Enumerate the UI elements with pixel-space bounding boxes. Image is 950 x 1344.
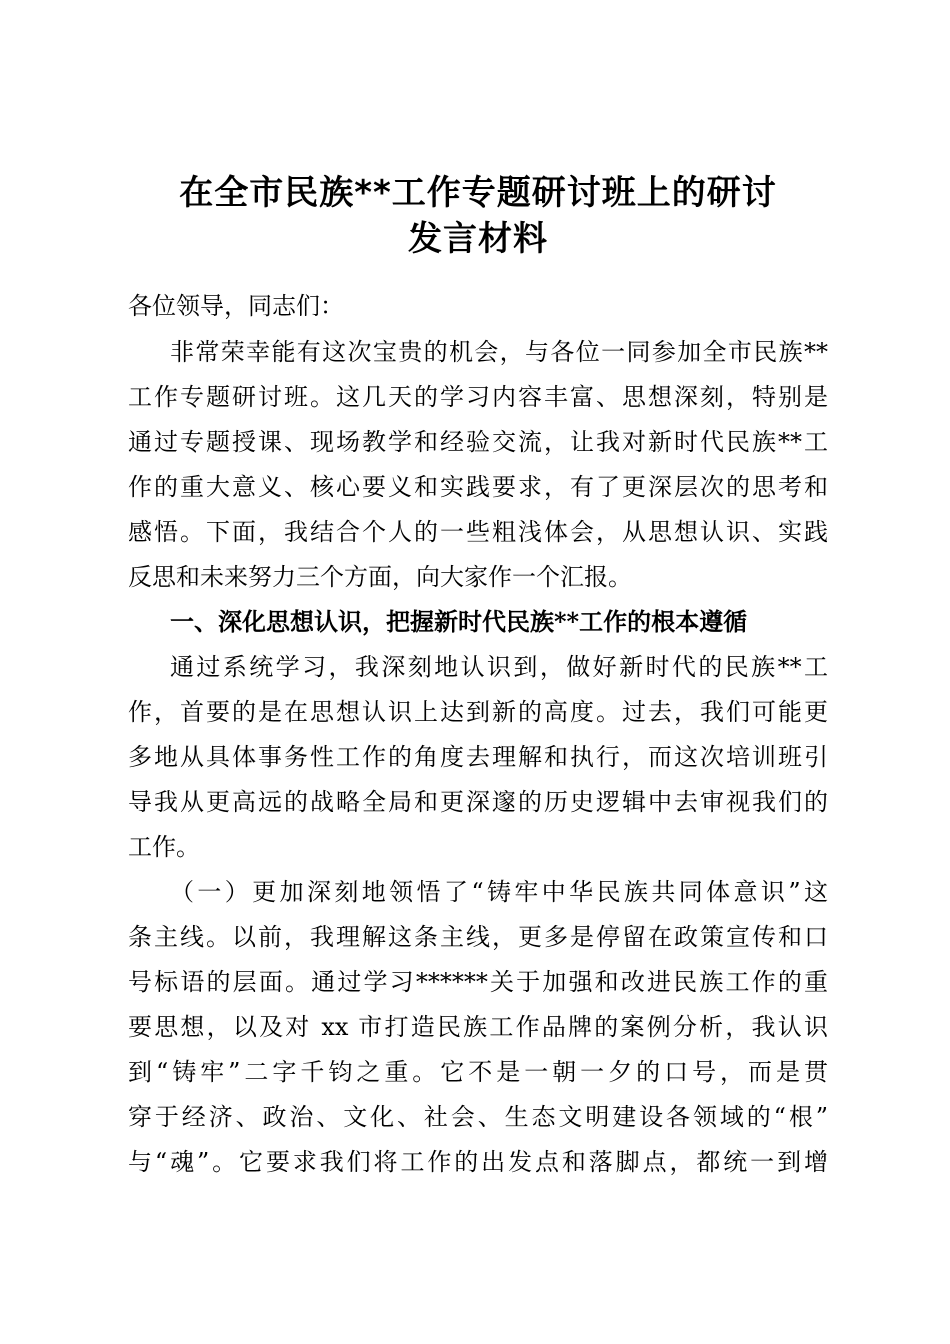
- body-line: 通过专题授课、现场教学和经验交流，让我对新时代民族**工: [128, 428, 828, 456]
- body-line: 作，首要的是在思想认识上达到新的高度。过去，我们可能更: [128, 698, 828, 726]
- body-line: 通过系统学习，我深刻地认识到，做好新时代的民族**工: [170, 653, 828, 681]
- body-line: 要思想，以及对 xx 市打造民族工作品牌的案例分析，我认识: [128, 1013, 828, 1041]
- body-line: （一）更加深刻地领悟了“铸牢中华民族共同体意识”这: [170, 878, 828, 906]
- body-line: 作的重大意义、核心要义和实践要求，有了更深层次的思考和: [128, 473, 828, 501]
- body-line: 到“铸牢”二字千钧之重。它不是一朝一夕的口号，而是贯: [128, 1058, 828, 1086]
- body-line: 导我从更高远的战略全局和更深邃的历史逻辑中去审视我们的: [128, 788, 828, 816]
- body-line: 工作。: [128, 833, 200, 861]
- body-line: 反思和未来努力三个方面，向大家作一个汇报。: [128, 563, 632, 591]
- body-line: 条主线。以前，我理解这条主线，更多是停留在政策宣传和口: [128, 923, 828, 951]
- body-line: 感悟。下面，我结合个人的一些粗浅体会，从思想认识、实践: [128, 518, 828, 546]
- body-line: 非常荣幸能有这次宝贵的机会，与各位一同参加全市民族**: [170, 338, 828, 366]
- body-line: 工作专题研讨班。这几天的学习内容丰富、思想深刻，特别是: [128, 383, 828, 411]
- body-line: 穿于经济、政治、文化、社会、生态文明建设各领域的“根”: [128, 1103, 828, 1131]
- body-line: 多地从具体事务性工作的角度去理解和执行，而这次培训班引: [128, 743, 828, 771]
- section-heading: 一、深化思想认识，把握新时代民族**工作的根本遵循: [170, 607, 748, 636]
- body-line: 与“魂”。它要求我们将工作的出发点和落脚点，都统一到增: [128, 1148, 828, 1176]
- document-title-line-2: 发言材料: [408, 219, 548, 259]
- salutation: 各位领导，同志们：: [128, 292, 344, 320]
- body-line: 号标语的层面。通过学习******关于加强和改进民族工作的重: [128, 968, 828, 996]
- document-title-line-1: 在全市民族**工作专题研讨班上的研讨: [179, 173, 777, 213]
